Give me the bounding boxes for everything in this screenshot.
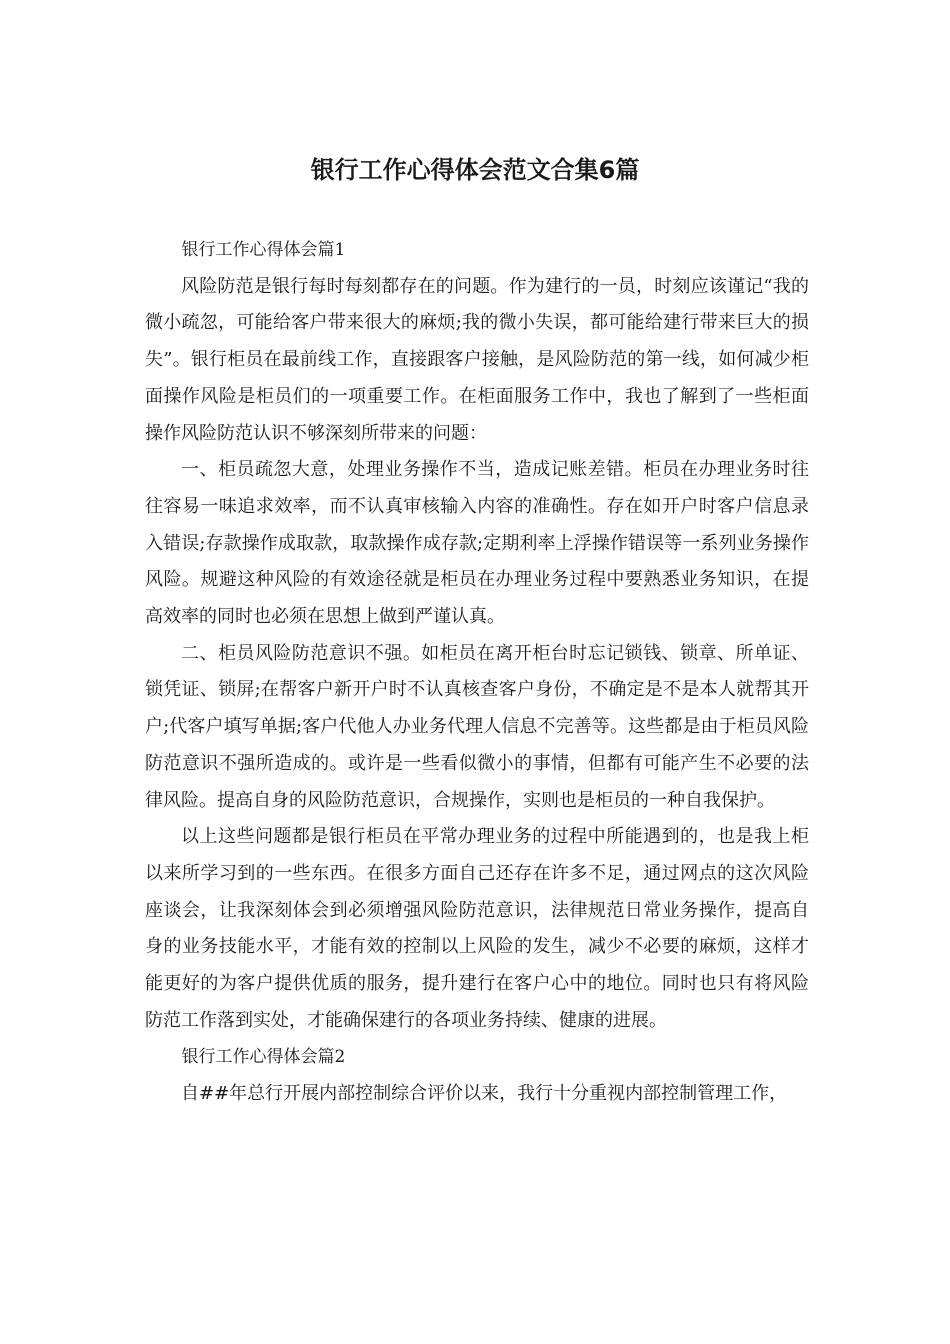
paragraph-conclusion: 以上这些问题都是银行柜员在平常办理业务的过程中所能遇到的，也是我上柜以来所学习到的一些东西。在很多方面自己还存在许多不足，通过网点的这次风险座谈会，让我深刻体会到必须增强风险防范意识，法律规范日常业务操作，提高自身的业务技能水平，才能有效的控制以上风险的发生，减少不必要的麻烦，这样才能更好的为客户提供优质的服务，提升建行在客户心中的地位。同时也只有将风险防范工作落到实处，才能确保建行的各项业务持续、健康的进展。 — [145, 826, 809, 1031]
paragraph-point-1: 一、柜员疏忽大意，处理业务操作不当，造成记账差错。柜员在办理业务时往往容易一味追求效率，而不认真审核输入内容的准确性。存在如开户时客户信息录入错误;存款操作成取款，取款操作成存款;定期利率上浮操作错误等一系列业务操作风险。规避这种风险的有效途径就是柜员在办理业务过程中要熟悉业务知识，在提高效率的同时也必须在思想上做到严谨认真。 — [145, 459, 809, 628]
document-title: 银行工作心得体会范文合集6篇 — [310, 156, 640, 184]
document-body — [145, 232, 809, 1113]
paragraph-section-2-start: 自##年总行开展内部控制综合评价以来，我行十分重视内部控制管理工作， — [181, 1083, 788, 1105]
section-heading-2: 银行工作心得体会篇2 — [181, 1047, 346, 1068]
section-heading-1: 银行工作心得体会篇1 — [181, 240, 346, 260]
paragraph-point-2: 二、柜员风险防范意识不强。如柜员在离开柜台时忘记锁钱、锁章、所单证、锁凭证、锁屏;在帮客户新开户时不认真核查客户身份，不确定是不是本人就帮其开户;代客户填写单据;客户代他人办业务代理人信息不完善等。这些都是由于柜员风险防范意识不强所造成的。或许是一些看似微小的事情，但都有可能产生不必要的法律风险。提高自身的风险防范意识，合规操作，实则也是柜员的一种自我保护。 — [145, 642, 809, 811]
paragraph-intro: 风险防范是银行每时每刻都存在的问题。作为建行的一员，时刻应该谨记“我的微小疏忽，可能给客户带来很大的麻烦;我的微小失误，都可能给建行带来巨大的损失”。银行柜员在最前线工作，直接跟客户接触，是风险防范的第一线，如何减少柜面操作风险是柜员们的一项重要工作。在柜面服务工作中，我也了解到了一些柜面操作风险防范认识不够深刻所带来的问题： — [145, 275, 809, 444]
